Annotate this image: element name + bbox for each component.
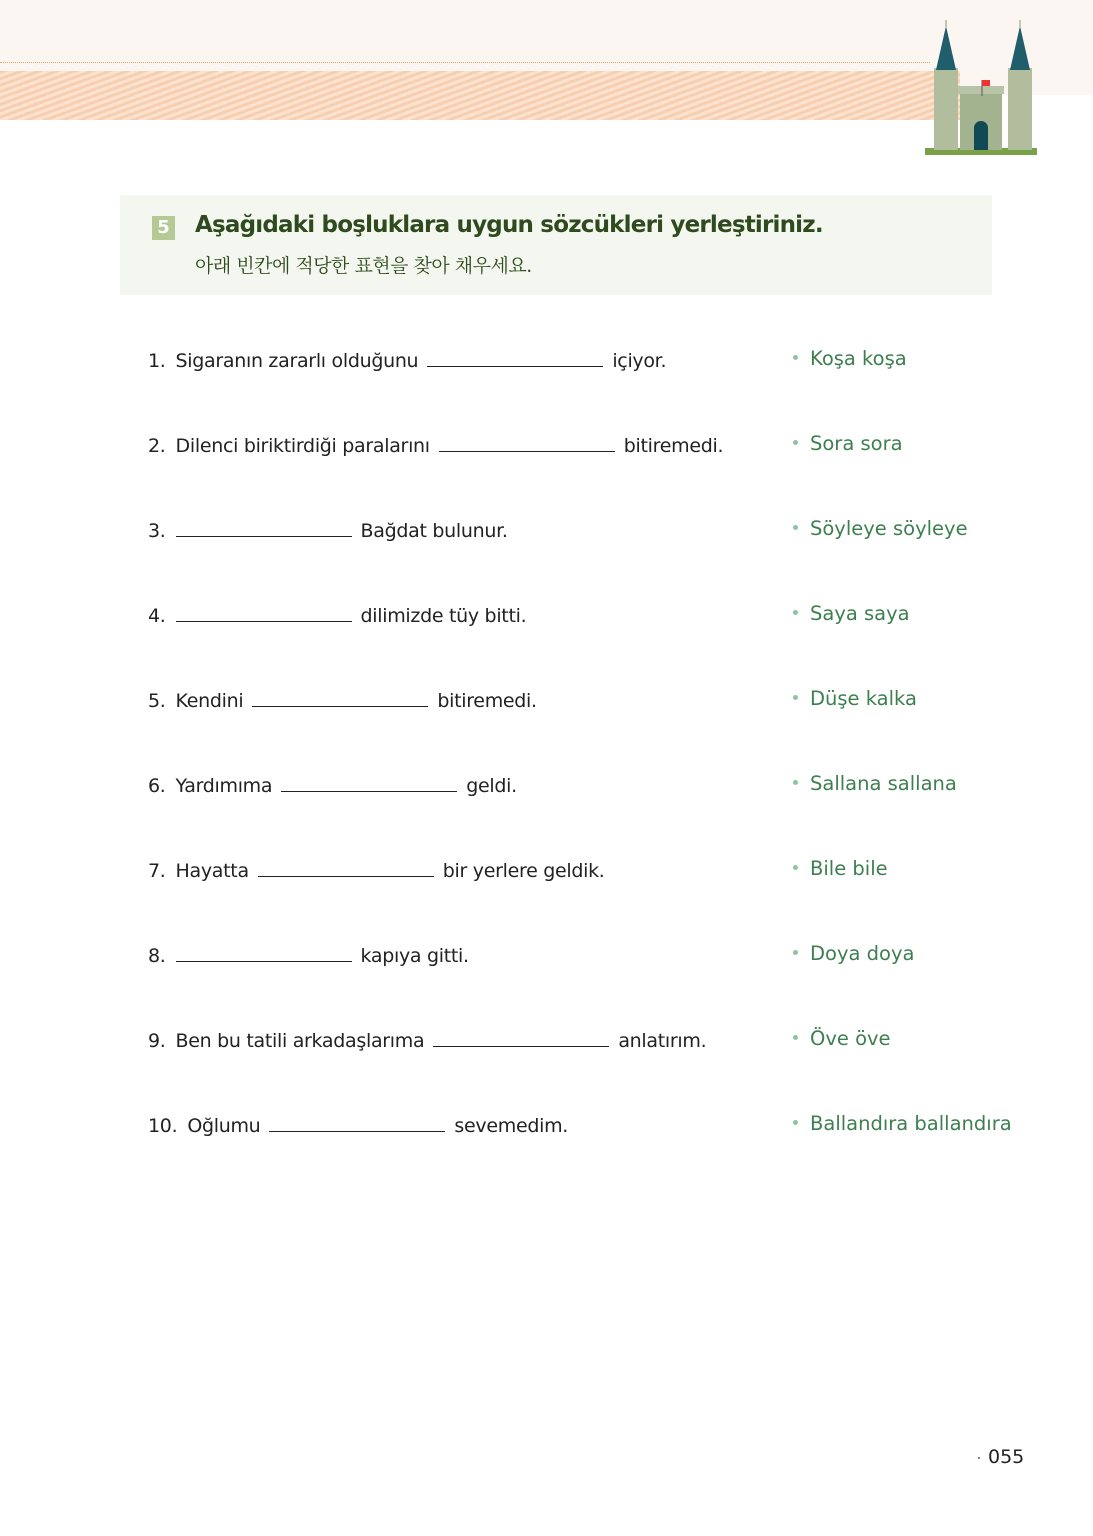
bullet-icon (793, 1120, 798, 1125)
answer-blank[interactable] (176, 603, 352, 622)
bullet-icon (793, 695, 798, 700)
exercise-number-badge: 5 (152, 216, 175, 240)
bullet-icon (793, 950, 798, 955)
option-item (793, 432, 903, 455)
header-stripes (0, 71, 960, 120)
sentence-item (148, 433, 723, 457)
option-item (793, 772, 957, 795)
option-text: Söyleye söyleye (810, 517, 968, 540)
page-number-text: 055 (988, 1446, 1025, 1468)
answer-blank[interactable] (281, 773, 457, 792)
option-item (793, 857, 888, 880)
castle-illustration-icon (920, 20, 1040, 156)
sentence-text-after: sevemedim. (454, 1115, 569, 1137)
sentence-item (148, 688, 537, 712)
option-item (793, 347, 907, 370)
exercise-title: Aşağıdaki boşluklara uygun sözcükleri yerleştiriniz. (195, 212, 823, 238)
sentence-item (148, 943, 469, 967)
option-item (793, 687, 917, 710)
sentence-text-after: bitiremedi. (623, 435, 724, 457)
header-dotted-line (0, 62, 930, 63)
exercise-subtitle: 아래 빈칸에 적당한 표현을 찾아 채우세요. (195, 255, 532, 277)
option-text: Sallana sallana (810, 772, 957, 795)
option-text: Sora sora (810, 432, 903, 455)
sentence-text-before: Yardımıma (175, 775, 273, 797)
sentence-number: 8. (148, 945, 166, 967)
answer-blank[interactable] (433, 1028, 609, 1047)
sentence-item (148, 348, 666, 372)
answer-blank[interactable] (176, 518, 352, 537)
option-item (793, 602, 910, 625)
answer-blank[interactable] (252, 688, 428, 707)
sentence-item (148, 603, 526, 627)
sentence-number: 6. (148, 775, 166, 797)
sentence-item (148, 518, 508, 542)
answer-blank[interactable] (269, 1113, 445, 1132)
bullet-icon (793, 355, 798, 360)
sentence-text-after: bir yerlere geldik. (442, 860, 605, 882)
answer-blank[interactable] (258, 858, 434, 877)
sentence-item (148, 1028, 706, 1052)
sentence-number: 5. (148, 690, 166, 712)
answer-blank[interactable] (439, 433, 615, 452)
answer-blank[interactable] (176, 943, 352, 962)
sentence-number: 4. (148, 605, 166, 627)
sentence-text-after: içiyor. (612, 350, 667, 372)
sentence-text-after: Bağdat bulunur. (360, 520, 508, 542)
sentence-item (148, 858, 605, 882)
sentence-number: 7. (148, 860, 166, 882)
sentence-text-after: bitiremedi. (437, 690, 537, 712)
sentence-item (148, 1113, 568, 1137)
bullet-icon (793, 610, 798, 615)
sentence-text-before: Sigaranın zararlı olduğunu (175, 350, 419, 372)
bullet-icon (793, 780, 798, 785)
sentence-text-before: Dilenci biriktirdiği paralarını (175, 435, 430, 457)
sentence-text-before: Ben bu tatili arkadaşlarıma (175, 1030, 425, 1052)
bullet-icon (793, 525, 798, 530)
sentence-text-after: geldi. (466, 775, 517, 797)
sentence-number: 2. (148, 435, 166, 457)
option-text: Doya doya (810, 942, 915, 965)
option-text: Koşa koşa (810, 347, 907, 370)
sentence-text-after: kapıya gitti. (360, 945, 469, 967)
sentence-text-after: dilimizde tüy bitti. (360, 605, 527, 627)
option-text: Ballandıra ballandıra (810, 1112, 1012, 1135)
sentence-number: 3. (148, 520, 166, 542)
option-text: Öve öve (810, 1027, 891, 1050)
sentence-text-before: Oğlumu (187, 1115, 261, 1137)
option-item (793, 517, 968, 540)
bullet-icon (793, 865, 798, 870)
bullet-icon (793, 1035, 798, 1040)
answer-blank[interactable] (427, 348, 603, 367)
sentence-item (148, 773, 517, 797)
option-text: Bile bile (810, 857, 888, 880)
sentence-text-after: anlatırım. (618, 1030, 707, 1052)
sentence-number: 1. (148, 350, 166, 372)
sentence-number: 10. (148, 1115, 178, 1137)
sentence-text-before: Hayatta (175, 860, 249, 882)
option-text: Saya saya (810, 602, 910, 625)
sentence-number: 9. (148, 1030, 166, 1052)
option-item (793, 1027, 891, 1050)
sentence-text-before: Kendini (175, 690, 244, 712)
instruction-box (120, 195, 992, 295)
bullet-icon (793, 440, 798, 445)
option-item (793, 1112, 1012, 1135)
option-text: Düşe kalka (810, 687, 917, 710)
option-item (793, 942, 914, 965)
page-number (978, 1446, 1024, 1468)
